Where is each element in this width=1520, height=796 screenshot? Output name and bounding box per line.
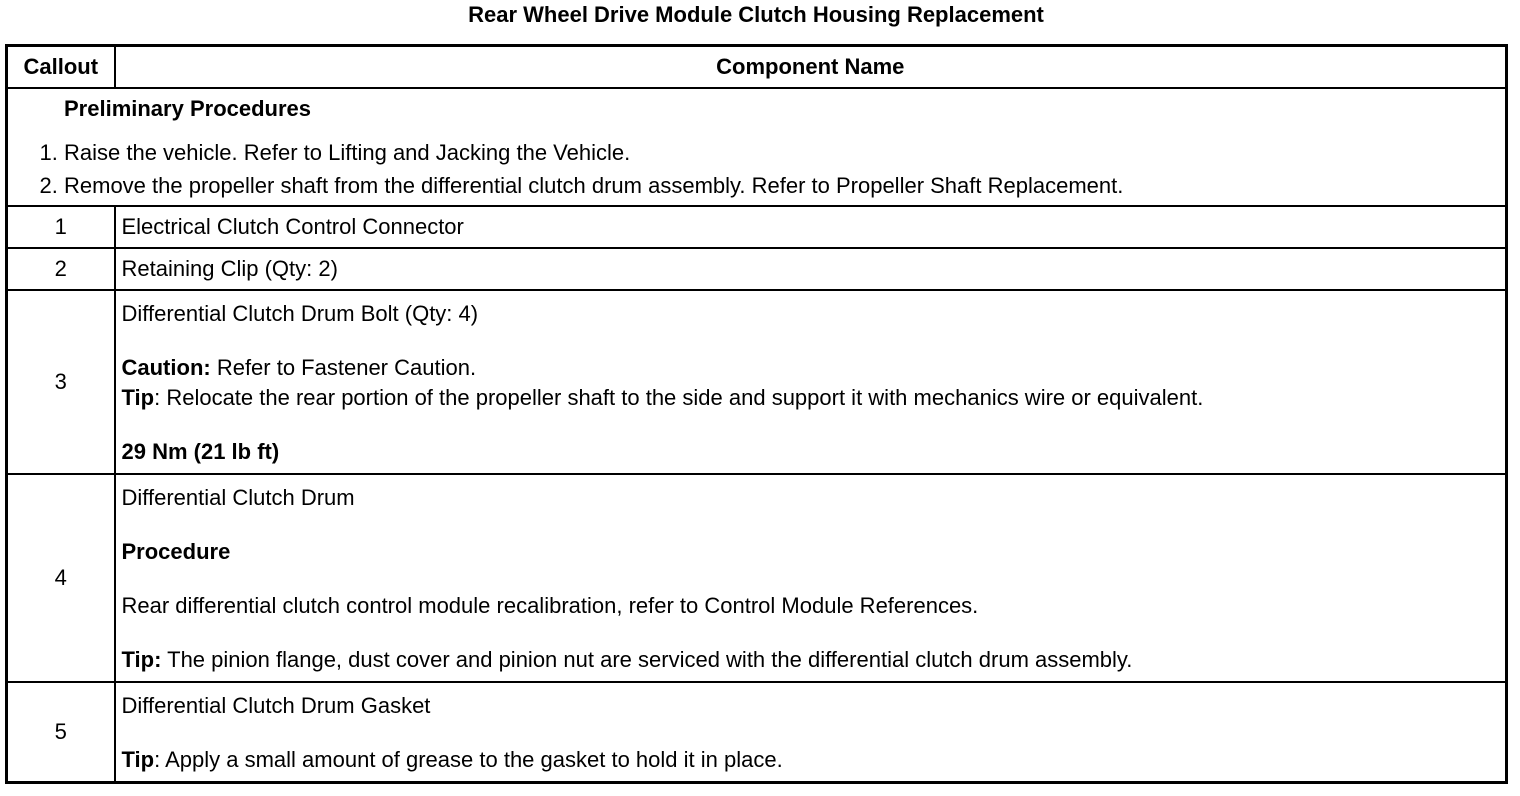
component-name: Differential Clutch Drum Gasket — [121, 693, 431, 718]
tip-note — [122, 383, 1500, 413]
document-title: Rear Wheel Drive Module Clutch Housing Replacement — [468, 2, 1044, 27]
tip-text: The pinion flange, dust cover and pinion nut are serviced with the differential clutch drum assembly. — [161, 647, 1133, 672]
component-detail-cell — [115, 290, 1507, 474]
callout-cell: 3 — [7, 290, 115, 474]
component-name: Differential Clutch Drum Bolt (Qty: 4) — [121, 301, 479, 326]
table-row — [7, 474, 1507, 682]
table-header-row — [7, 46, 1507, 89]
torque-spec: 29 Nm (21 lb ft) — [121, 439, 280, 464]
preliminary-procedures-title: Preliminary Procedures — [64, 96, 312, 121]
tip-label: Tip: — [121, 647, 162, 672]
table-row — [7, 290, 1507, 474]
component-name-cell: Retaining Clip (Qty: 2) — [115, 248, 1507, 290]
component-detail-cell — [115, 682, 1507, 783]
tip-note — [122, 645, 1500, 675]
tip-text: : Relocate the rear portion of the propeller shaft to the side and support it with mechanics wire or equivalent. — [154, 385, 1204, 410]
component-table — [5, 44, 1508, 784]
table-row — [7, 248, 1507, 290]
component-name: Differential Clutch Drum — [121, 485, 355, 510]
callout-cell: 5 — [7, 682, 115, 783]
tip-label: Tip — [121, 747, 155, 772]
tip-note — [122, 745, 1500, 775]
component-detail-cell — [115, 474, 1507, 682]
table-row — [7, 206, 1507, 248]
preliminary-step: 1. Raise the vehicle. Refer to Lifting and Jacking the Vehicle. — [64, 136, 1499, 169]
column-header-callout: Callout — [7, 46, 115, 89]
component-name-cell: Electrical Clutch Control Connector — [115, 206, 1507, 248]
column-header-component-name: Component Name — [115, 46, 1507, 89]
preliminary-steps-list — [14, 136, 1499, 202]
preliminary-step: 2. Remove the propeller shaft from the differential clutch drum assembly. Refer to Propeller Shaft Replacement. — [64, 169, 1499, 202]
tip-text: : Apply a small amount of grease to the gasket to hold it in place. — [154, 747, 783, 772]
caution-label: Caution: — [121, 355, 211, 380]
caution-text: Refer to Fastener Caution. — [210, 355, 477, 380]
caution-note — [122, 353, 1500, 383]
preliminary-procedures-row — [7, 88, 1507, 206]
table-row — [7, 682, 1507, 783]
callout-cell: 2 — [7, 248, 115, 290]
procedure-text: Rear differential clutch control module recalibration, refer to Control Module References. — [121, 593, 979, 618]
procedure-label: Procedure — [121, 539, 231, 564]
tip-label: Tip — [121, 385, 155, 410]
callout-cell: 4 — [7, 474, 115, 682]
callout-cell: 1 — [7, 206, 115, 248]
